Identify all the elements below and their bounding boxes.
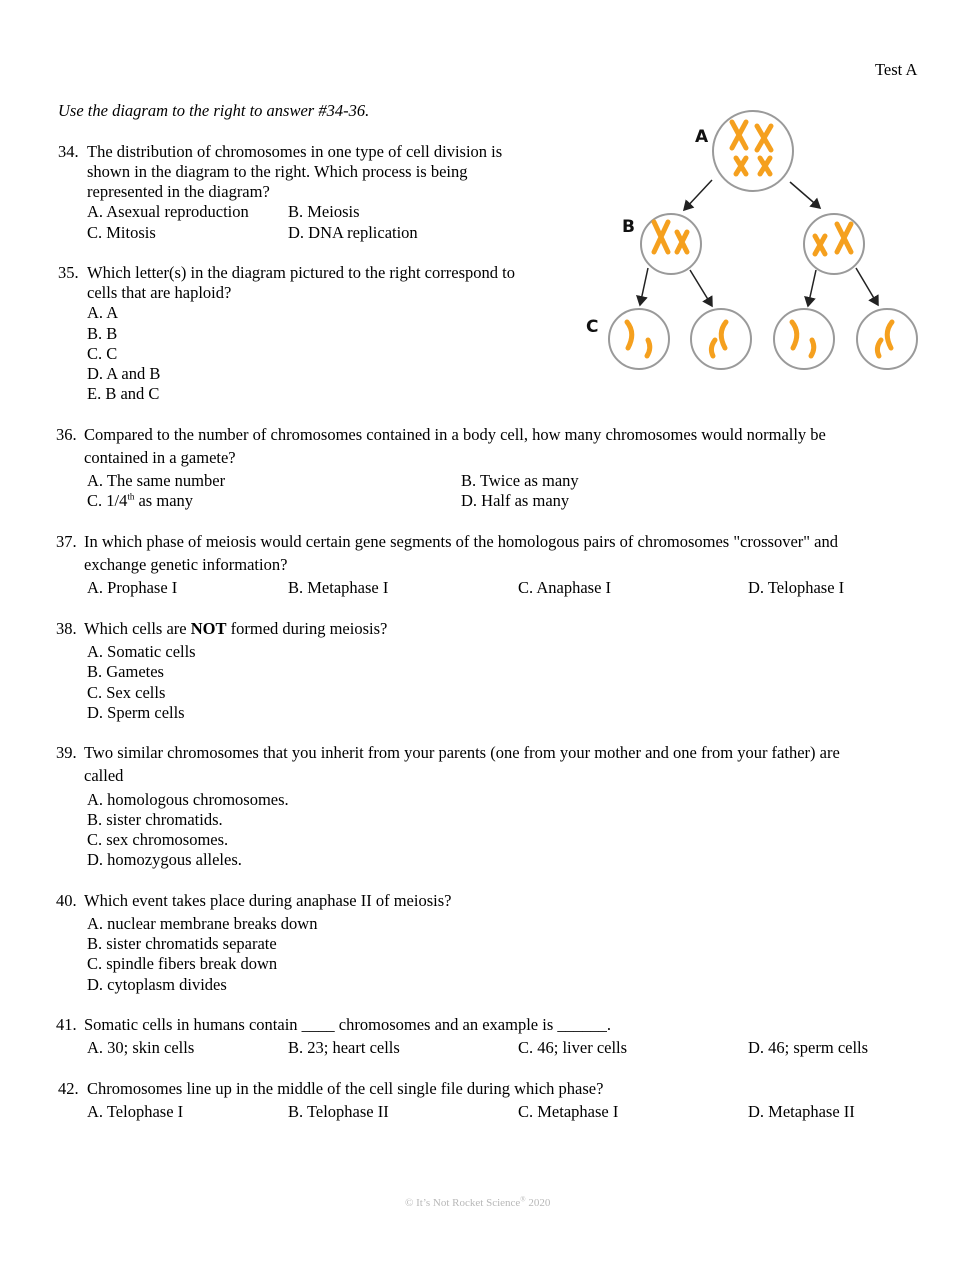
answer-option: A. nuclear membrane breaks down (87, 914, 318, 933)
question-number: 38. (56, 619, 77, 638)
question-text: cells that are haploid? (87, 283, 232, 302)
question-text-bold: NOT (190, 619, 227, 638)
question-text: contained in a gamete? (84, 448, 236, 467)
answer-option: C. 46; liver cells (518, 1038, 628, 1057)
option-c-suffix: as many (134, 491, 194, 510)
diagram-label-b: B (622, 217, 635, 237)
option-c-base: C. 1/4 (87, 491, 128, 510)
footer-year: 2020 (525, 1197, 551, 1209)
question-text: Chromosomes line up in the middle of the cell single file during which phase? (87, 1079, 604, 1098)
question-text: Compared to the number of chromosomes contained in a body cell, how many chromosomes would normally be (84, 425, 826, 444)
answer-option: C. Anaphase I (518, 578, 612, 597)
question-text: exchange genetic information? (84, 555, 288, 574)
answer-option: D. Metaphase II (748, 1102, 855, 1121)
answer-option: B. Telophase II (288, 1102, 389, 1121)
answer-option: C. C (87, 344, 118, 363)
answer-option: A. A (87, 303, 119, 322)
answer-option: B. B (87, 324, 118, 343)
answer-option: C. Metaphase I (518, 1102, 619, 1121)
diagram-label-c: C (586, 317, 599, 337)
question-text: In which phase of meiosis would certain gene segments of the homologous pairs of chromosomes "crossover" and (84, 532, 838, 551)
answer-option: C. spindle fibers break down (87, 954, 278, 973)
cell-a (713, 111, 793, 191)
question-text: represented in the diagram? (87, 182, 270, 201)
question-number: 39. (56, 743, 77, 762)
answer-option: A. Prophase I (87, 578, 178, 597)
answer-option: D. homozygous alleles. (87, 850, 242, 869)
question-number: 37. (56, 532, 77, 551)
answer-option: D. Half as many (461, 491, 570, 510)
answer-option: D. cytoplasm divides (87, 975, 227, 994)
question-number: 34. (58, 142, 79, 161)
question-number: 35. (58, 263, 79, 282)
question-text: The distribution of chromosomes in one type of cell division is (87, 142, 503, 161)
answer-option: B. sister chromatids separate (87, 934, 277, 953)
answer-option (87, 491, 193, 511)
question-text (84, 619, 387, 639)
question-text-part: formed during meiosis? (226, 619, 388, 638)
option-c-sup: th (127, 491, 135, 502)
question-text: Which letter(s) in the diagram pictured to the right correspond to (87, 263, 515, 282)
question-text: shown in the diagram to the right. Which process is being (87, 162, 468, 181)
answer-option: D. 46; sperm cells (748, 1038, 869, 1057)
question-number: 36. (56, 425, 77, 444)
answer-option: D. A and B (87, 364, 161, 383)
answer-option: C. Mitosis (87, 223, 156, 242)
cell-b-left (641, 214, 701, 274)
answer-option: D. Telophase I (748, 578, 845, 597)
cell-c-3 (774, 309, 834, 369)
answer-option: D. DNA replication (288, 223, 418, 242)
question-text: Two similar chromosomes that you inherit from your parents (one from your mother and one from your father) are (84, 743, 840, 762)
footer-text: © It’s Not Rocket Science (405, 1197, 521, 1209)
answer-option: A. Telophase I (87, 1102, 184, 1121)
meiosis-diagram (580, 100, 925, 380)
answer-option: B. 23; heart cells (288, 1038, 400, 1057)
cell-c-4 (857, 309, 917, 369)
footer-copyright (405, 1193, 550, 1213)
answer-option: C. Sex cells (87, 683, 166, 702)
question-text: called (84, 766, 124, 785)
answer-option: B. Metaphase I (288, 578, 389, 597)
question-text-part: Which cells are (84, 619, 191, 638)
answer-option: A. Somatic cells (87, 642, 196, 661)
answer-option: B. Twice as many (461, 471, 579, 490)
answer-option: D. Sperm cells (87, 703, 185, 722)
answer-option: A. The same number (87, 471, 226, 490)
cell-c-1 (609, 309, 669, 369)
question-text: Somatic cells in humans contain ____ chromosomes and an example is ______. (84, 1015, 611, 1034)
answer-option: B. Meiosis (288, 202, 360, 221)
test-label: Test A (875, 60, 918, 79)
answer-option: A. homologous chromosomes. (87, 790, 289, 809)
question-number: 41. (56, 1015, 77, 1034)
footer-reg: ® (520, 1195, 526, 1204)
answer-option: A. Asexual reproduction (87, 202, 249, 221)
answer-option: B. Gametes (87, 662, 164, 681)
cell-b-right (804, 214, 864, 274)
answer-option: E. B and C (87, 384, 160, 403)
question-number: 42. (58, 1079, 79, 1098)
question-number: 40. (56, 891, 77, 910)
question-text: Which event takes place during anaphase II of meiosis? (84, 891, 452, 910)
cell-c-2 (691, 309, 751, 369)
answer-option: B. sister chromatids. (87, 810, 223, 829)
diagram-label-a: A (695, 127, 709, 147)
instructions: Use the diagram to the right to answer #34-36. (58, 101, 370, 120)
answer-option: A. 30; skin cells (87, 1038, 195, 1057)
answer-option: C. sex chromosomes. (87, 830, 229, 849)
